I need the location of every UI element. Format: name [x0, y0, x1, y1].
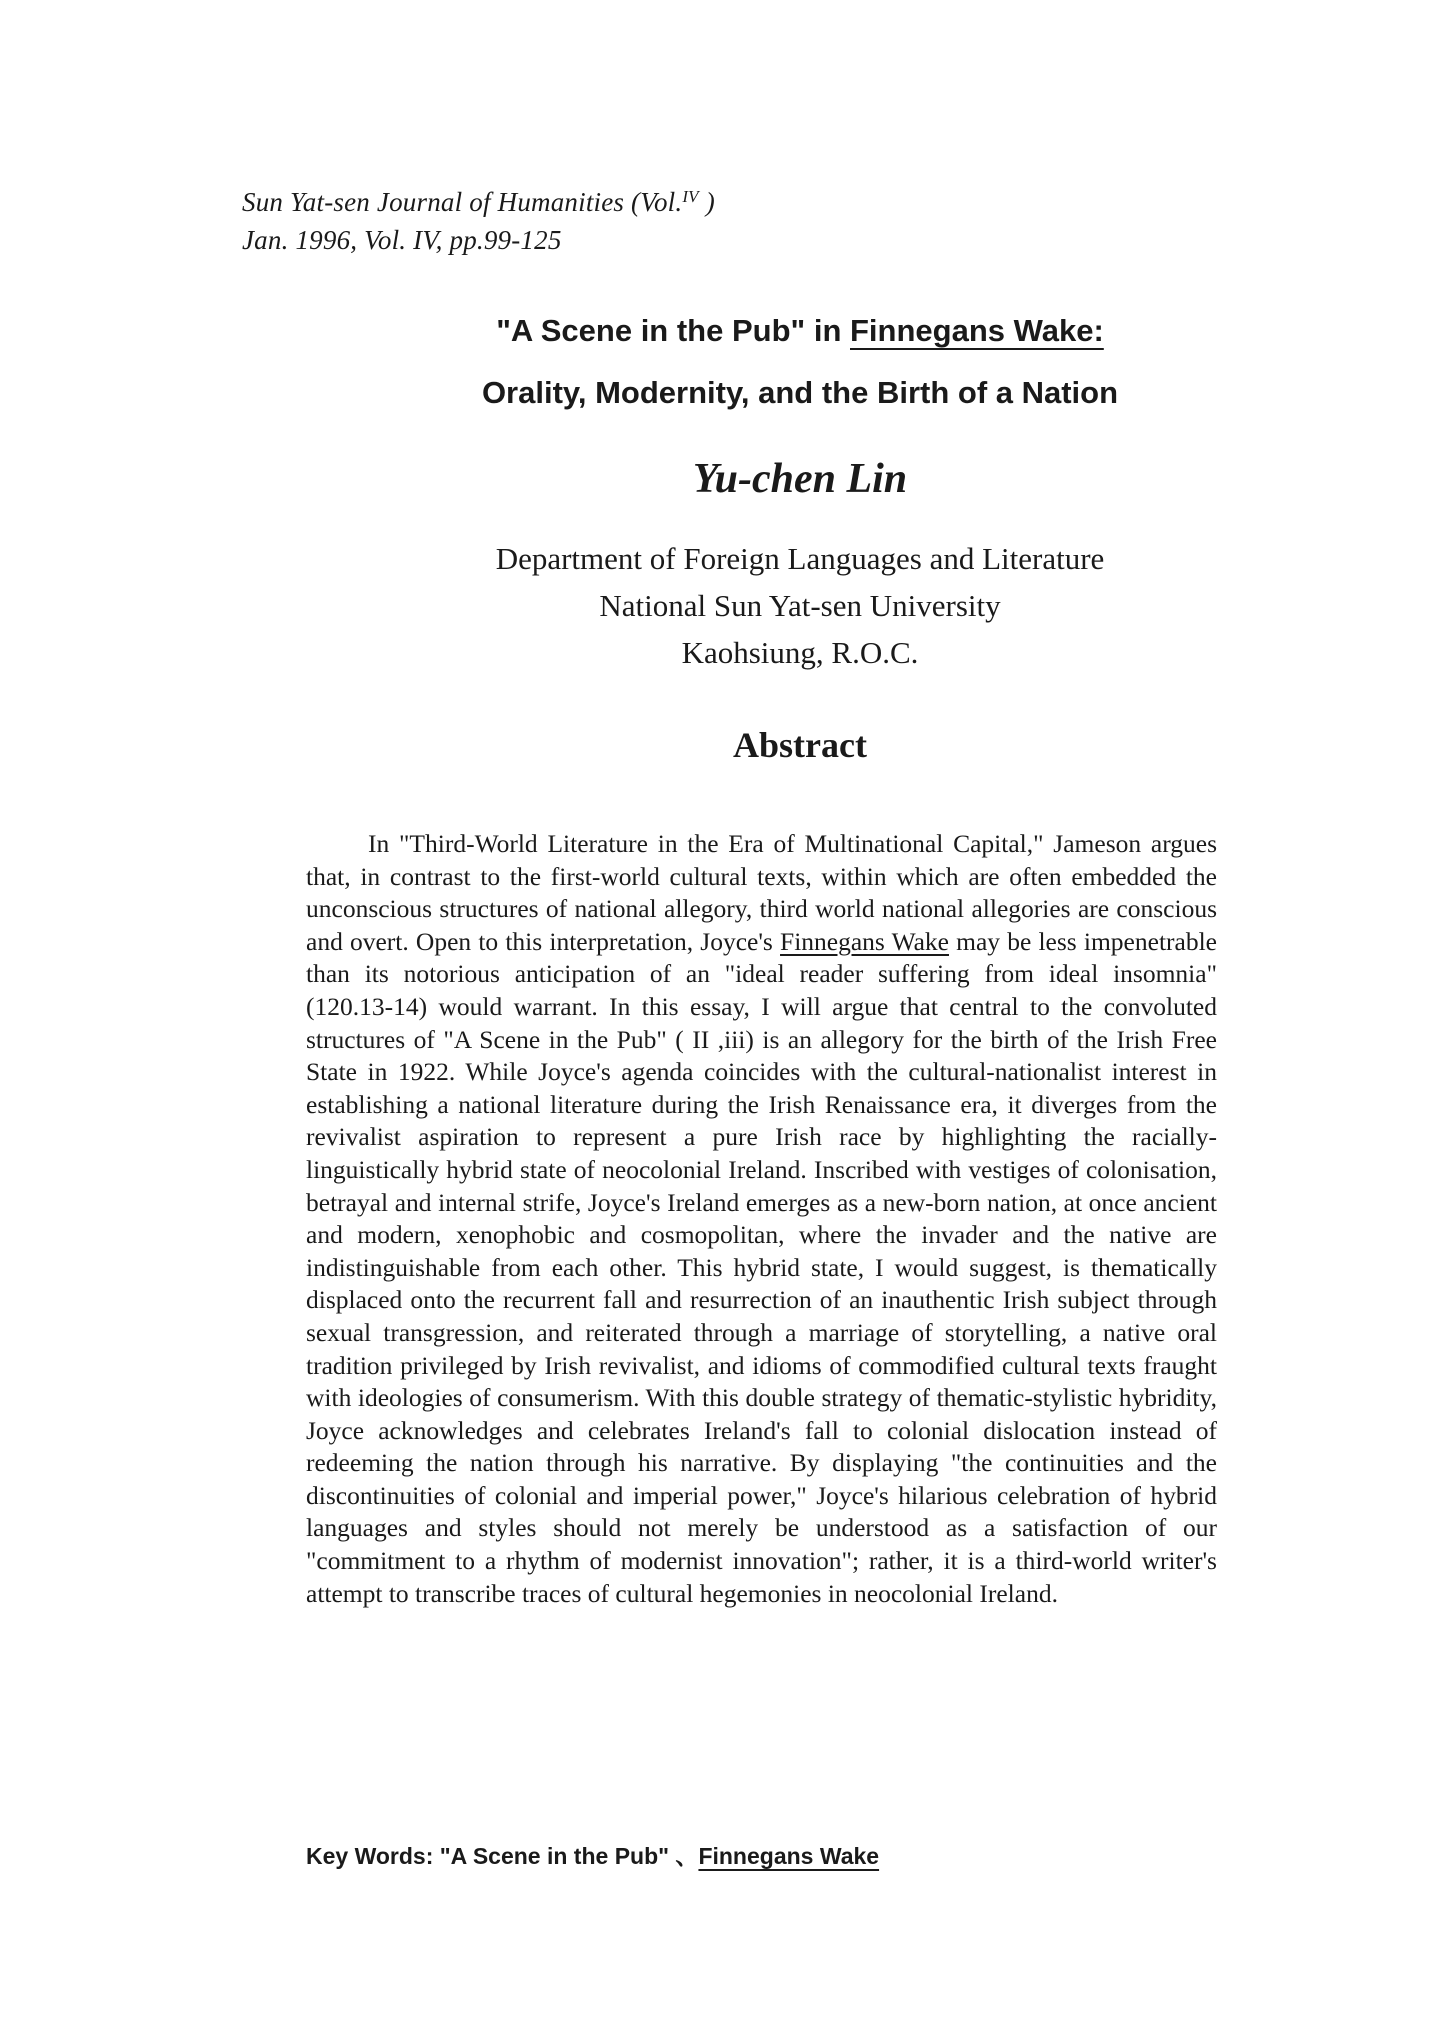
keywords-label: Key Words: "A Scene in the Pub" 、 [306, 1843, 699, 1869]
abstract-book-name: Finnegans Wake [780, 926, 949, 956]
title-prefix: "A Scene in the Pub" in [496, 313, 850, 348]
issue-line: Jan. 1996, Vol. IV, pp.99-125 [242, 225, 562, 255]
journal-header [242, 178, 715, 259]
keywords-book-name: Finnegans Wake [698, 1843, 880, 1869]
author-name: Yu-chen Lin [692, 456, 908, 502]
affiliation [300, 535, 1300, 676]
title-line-1 [300, 300, 1300, 362]
journal-line [242, 178, 715, 221]
keywords [306, 1840, 879, 1872]
abstract-text-2: may be less impenetrable than its notorious anticipation of an "ideal reader suffering from ideal insomnia" (120.13-14) would warrant. In this essay, I will argue that central to the convoluted structures of "A Scene in the Pub" ( II ,iii) is an allegory for the birth of the Irish Free State in 1922. While Joyce's agenda coincides with the cultural-nationalist interest in establishing a national literature during the Irish Renaissance era, it diverges from the revivalist aspiration to represent a pure Irish race by highlighting the racially-linguistically hybrid state of neocolonial Ireland. Inscribed with vestiges of colonisation, betrayal and internal strife, Joyce's Ireland emerges as a new-born nation, at once ancient and modern, xenophobic and cosmopolitan, where the invader and the native are indistinguishable from each other. This hybrid state, I would suggest, is thematically displaced onto the recurrent fall and resurrection of an inauthentic Irish subject through sexual transgression, and reiterated through a marriage of storytelling, a native oral tradition privileged by Irish revivalist, and idioms of commodified cultural texts fraught with ideologies of consumerism. With this double strategy of thematic-stylistic hybridity, Joyce acknowledges and celebrates Ireland's fall to colonial dislocation instead of redeeming the nation through his narrative. By displaying "the continuities and the discontinuities of colonial and imperial power," Joyce's hilarious celebration of hybrid languages and styles should not merely be understood as a satisfaction of our "commitment to a rhythm of modernist innovation"; rather, it is a third-world writer's attempt to transcribe traces of cultural hegemonies in neocolonial Ireland. [306, 926, 1217, 1608]
paper-title [300, 300, 1300, 424]
affiliation-university: National Sun Yat-sen University [599, 588, 1001, 623]
journal-line-end: ) [698, 187, 715, 217]
affiliation-department: Department of Foreign Languages and Literature [495, 541, 1105, 576]
journal-name: Sun Yat-sen Journal of Humanities (Vol. [242, 187, 683, 217]
title-line-2: Orality, Modernity, and the Birth of a Nation [481, 375, 1119, 410]
affiliation-location: Kaohsiung, R.O.C. [681, 635, 919, 670]
abstract-text-1: In "Third-World Literature in the Era of Multinational Capital," Jameson argues that, in contrast to the first-world cultural texts, within which are often embedded the unconscious structures of national allegory, third world national allegories are conscious and overt. Open to this interpretation, Joyce's [306, 829, 1217, 956]
journal-volume: IV [682, 187, 699, 206]
abstract-body [306, 828, 1217, 1610]
abstract-heading: Abstract [733, 725, 867, 765]
title-book-name: Finnegans Wake: [850, 313, 1104, 348]
